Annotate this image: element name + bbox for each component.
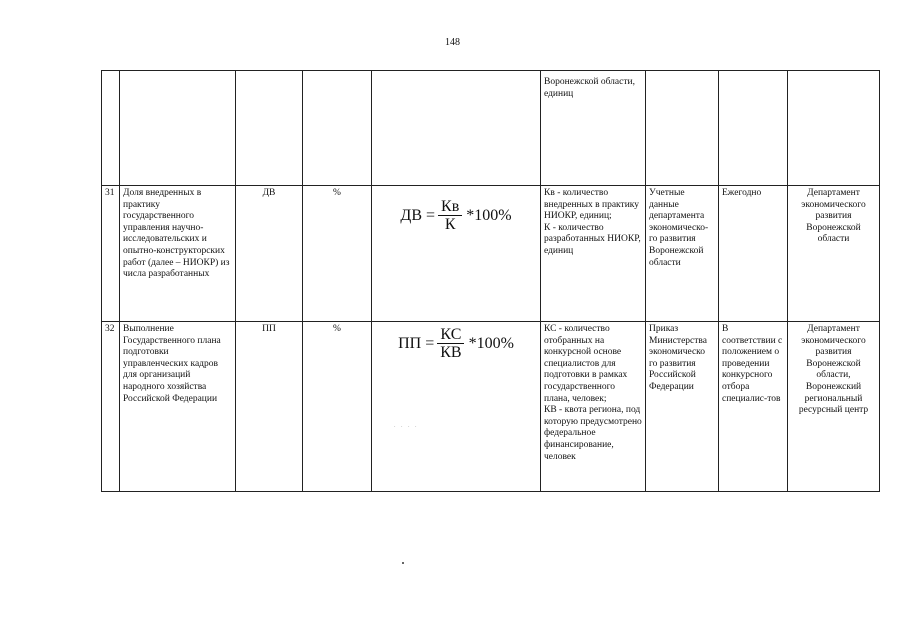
cell-description: КС - количество отобранных на конкурсной основе специалистов для подготовки в рамках государственного плана, человек; КВ - квота региона, под которую предусмотрено федеральное финансирование, человек <box>541 322 646 492</box>
cell-frequency: В соответствии с положением о проведении конкурсного отбора специалис-тов <box>719 322 788 492</box>
page-number: 148 <box>445 37 460 48</box>
indicators-table <box>101 70 880 492</box>
cell-frequency <box>719 71 788 186</box>
cell-description: Кв - количество внедренных в практику НИОКР, единиц; К - количество разработанных НИОКР, единиц <box>541 186 646 322</box>
cell-source: Приказ Министерства экономическо го развития Российской Федерации <box>646 322 719 492</box>
formula-fraction <box>437 326 464 361</box>
cell-num: 31 <box>102 186 120 322</box>
formula-denominator: К <box>444 216 456 233</box>
formula-equals: = <box>425 334 435 352</box>
formula-tail: *100% <box>466 206 512 224</box>
cell-description: Воронежской области, единиц <box>541 71 646 186</box>
formula-equals: = <box>426 206 436 224</box>
formula-numerator: КС <box>437 326 464 344</box>
scan-dots: . . . . <box>394 423 419 430</box>
cell-responsible <box>788 71 880 186</box>
cell-name: Доля внедренных в практику государственного управления научно-исследовательских и опытно-конструкторских работ (далее – НИОКР) из числа разработанных <box>120 186 236 322</box>
formula-lhs: ПП <box>398 334 422 352</box>
cell-frequency: Ежегодно <box>719 186 788 322</box>
cell-responsible: Департамент экономического развития Воронежской области <box>788 186 880 322</box>
cell-num <box>102 71 120 186</box>
formula-pp <box>375 326 537 361</box>
cell-name: Выполнение Государственного плана подготовки управленческих кадров для организаций народного хозяйства Российской Федерации <box>120 322 236 492</box>
cell-unit: % <box>303 186 372 322</box>
formula-tail: *100% <box>468 334 514 352</box>
formula-numerator: Кв <box>438 198 462 216</box>
formula-lhs: ДВ <box>400 206 422 224</box>
cell-name <box>120 71 236 186</box>
formula-dv <box>375 198 537 233</box>
table-row-continuation <box>102 71 880 186</box>
cell-source <box>646 71 719 186</box>
cell-abbr <box>236 71 303 186</box>
cell-abbr: ДВ <box>236 186 303 322</box>
cell-formula <box>372 186 541 322</box>
formula-fraction <box>438 198 462 233</box>
cell-unit: % <box>303 322 372 492</box>
cell-abbr: ПП <box>236 322 303 492</box>
table-row-31 <box>102 186 880 322</box>
scan-artifact-dot <box>402 562 404 564</box>
cell-formula <box>372 71 541 186</box>
table-row-32 <box>102 322 880 492</box>
cell-unit <box>303 71 372 186</box>
cell-num: 32 <box>102 322 120 492</box>
formula-denominator: КВ <box>440 344 462 361</box>
cell-source: Учетные данные департамента экономическо-го развития Воронежской области <box>646 186 719 322</box>
cell-formula <box>372 322 541 492</box>
cell-responsible: Департамент экономического развития Воронежской области, Воронежский региональный ресурсный центр <box>788 322 880 492</box>
